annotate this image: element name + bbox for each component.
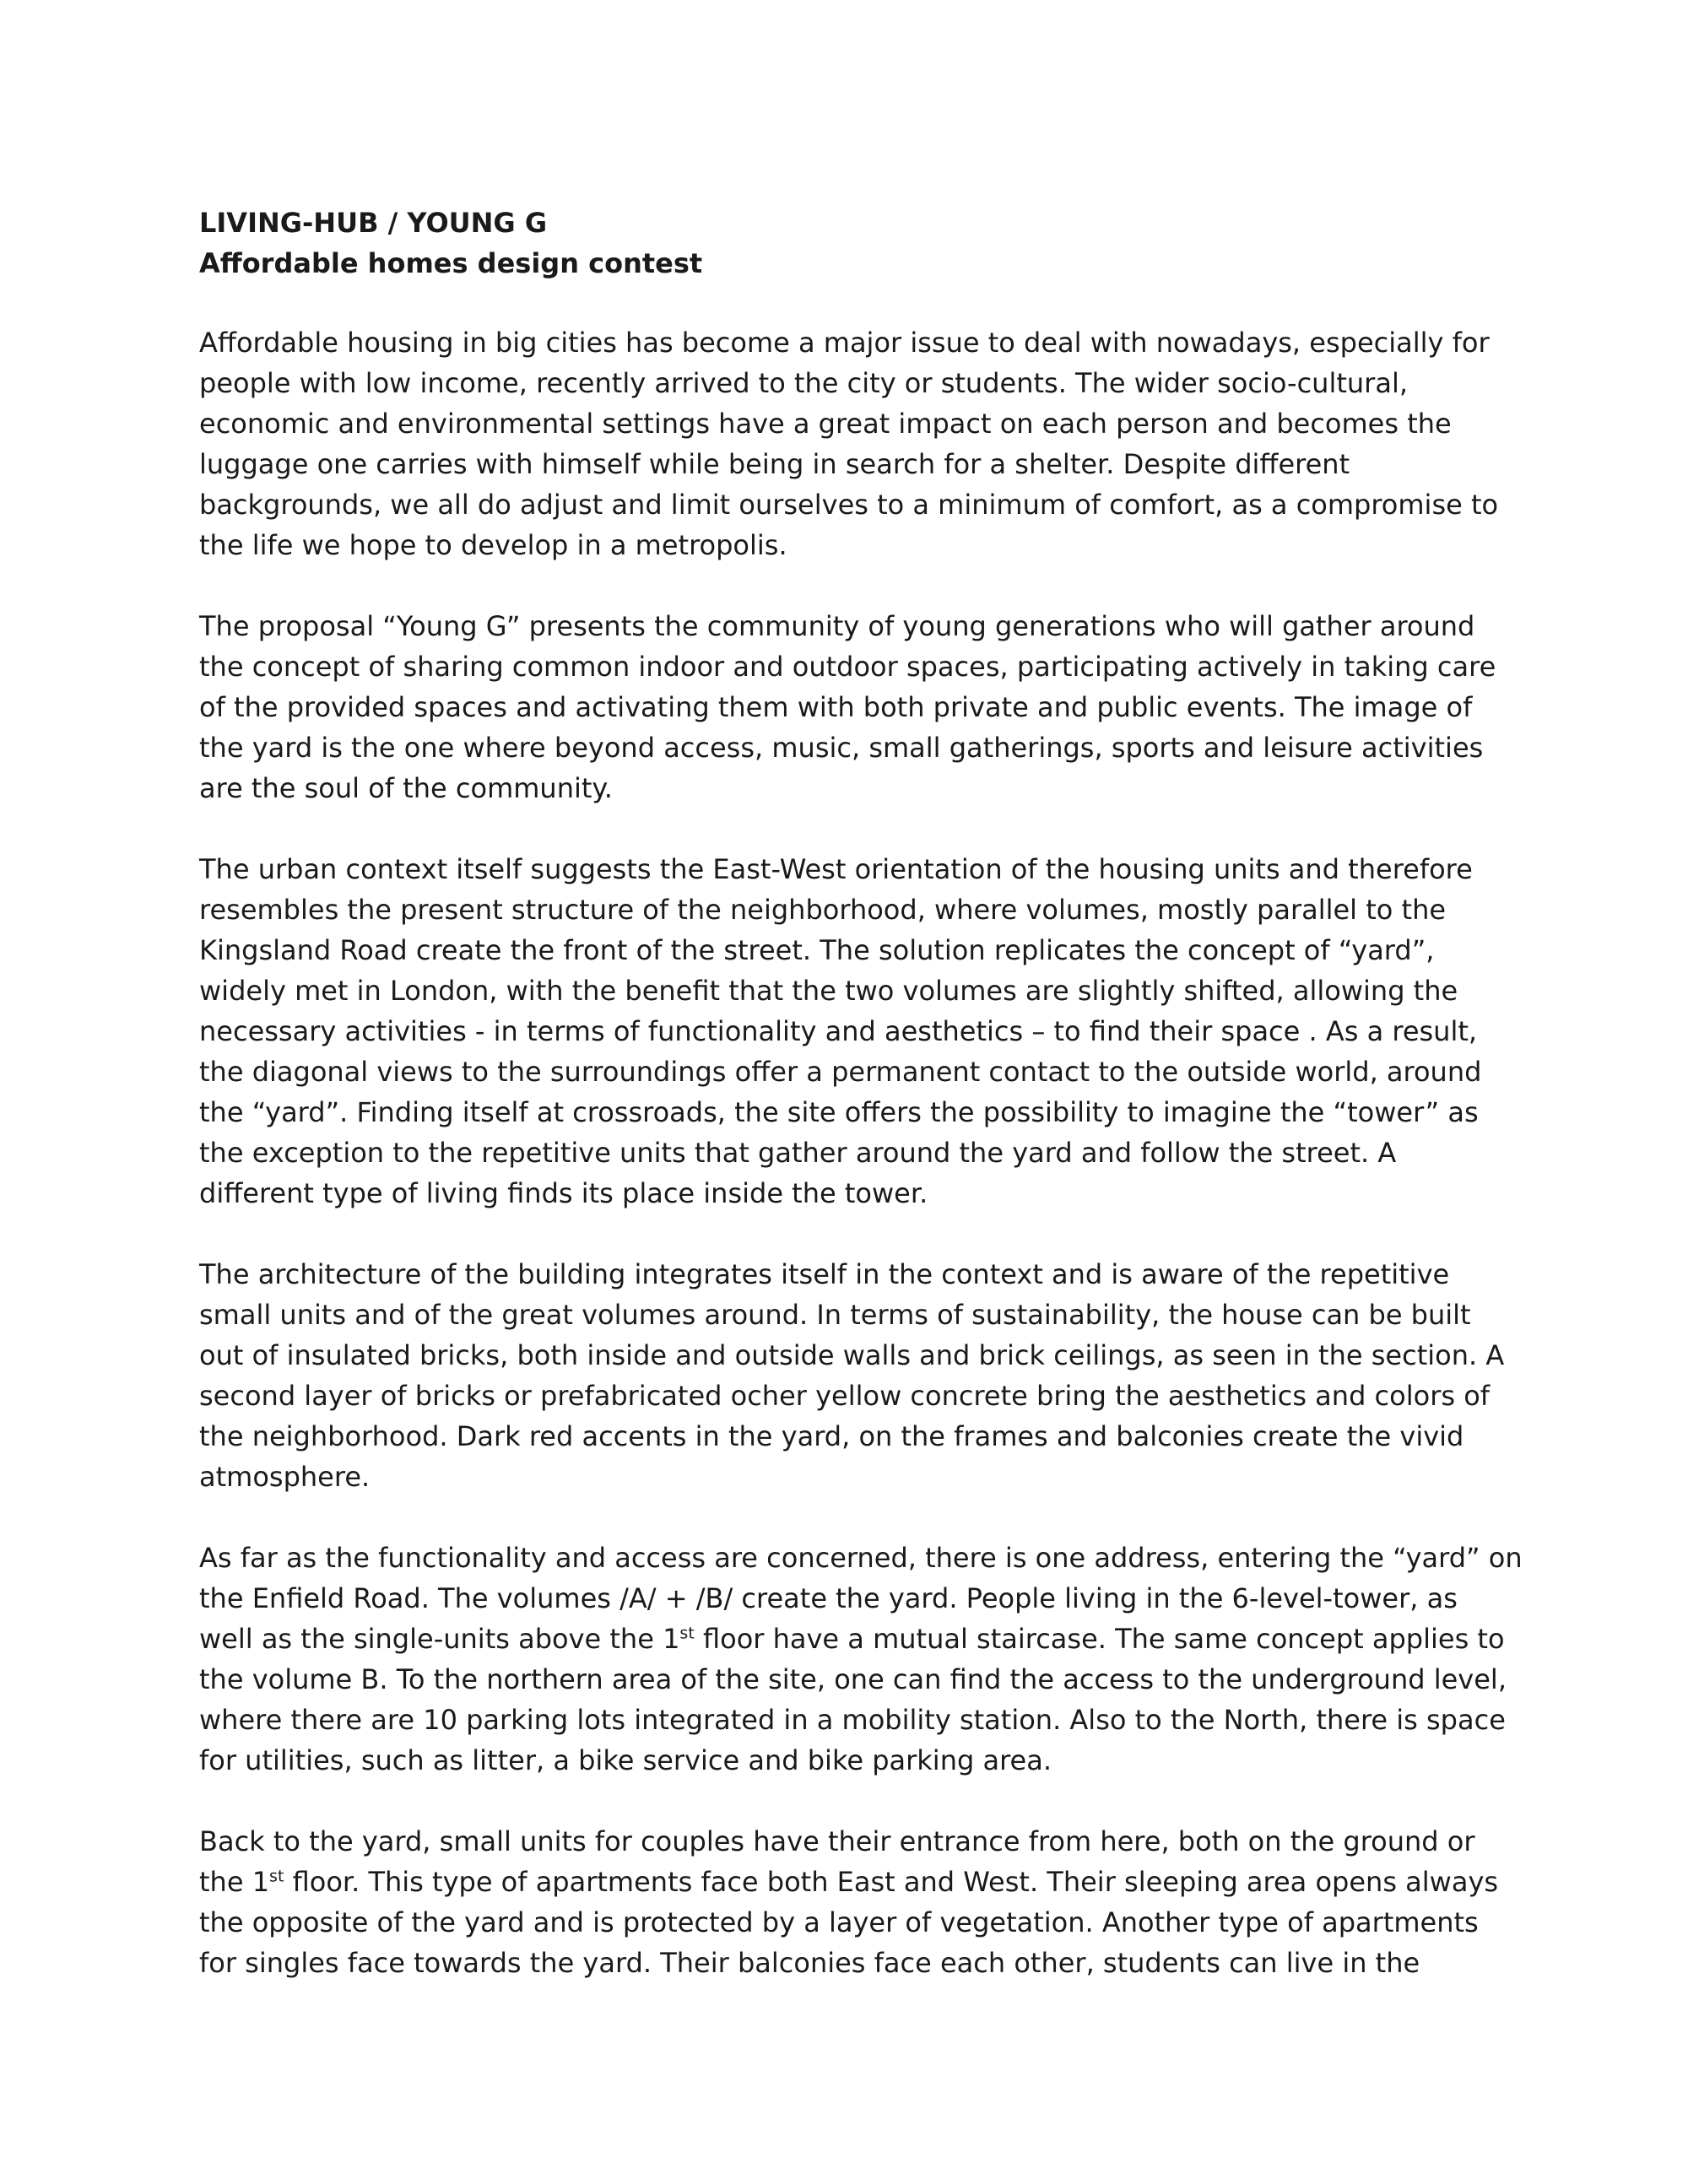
text-line: atmosphere. [199, 1461, 371, 1493]
text-segment: the 1 [199, 1866, 270, 1898]
text-line: the volume B. To the northern area of the site, one can find the access to the underground level, [199, 1663, 1507, 1695]
text-line: The proposal “Young G” presents the community of young generations who will gather around [199, 610, 1475, 642]
text-line: The urban context itself suggests the East-West orientation of the housing units and therefore [199, 853, 1473, 885]
text-segment: floor have a mutual staircase. The same concept applies to [694, 1623, 1505, 1655]
paragraph-2 [199, 606, 1499, 808]
text-line: are the soul of the community. [199, 772, 613, 804]
text-line: the Enfield Road. The volumes /A/ + /B/ create the yard. People living in the 6-level-tower, as [199, 1582, 1458, 1614]
ordinal-suffix: st [269, 1867, 284, 1886]
text-line: luggage one carries with himself while being in search for a shelter. Despite different [199, 448, 1350, 480]
ordinal-suffix: st [679, 1624, 695, 1643]
text-line [199, 1619, 1505, 1659]
text-line: Kingsland Road create the front of the street. The solution replicates the concept of “yard”, [199, 934, 1435, 966]
text-line: the life we hope to develop in a metropolis. [199, 529, 787, 561]
paragraph-3 [199, 849, 1499, 1214]
text-line: the concept of sharing common indoor and outdoor spaces, participating actively in taking care [199, 651, 1496, 683]
paragraph-6 [199, 1821, 1499, 1983]
text-line: necessary activities - in terms of functionality and aesthetics – to find their space . As a result, [199, 1015, 1478, 1047]
text-line: second layer of bricks or prefabricated ocher yellow concrete bring the aesthetics and colors of [199, 1380, 1491, 1412]
text-line: the opposite of the yard and is protected by a layer of vegetation. Another type of apartments [199, 1906, 1479, 1938]
text-line: resembles the present structure of the neighborhood, where volumes, mostly parallel to the [199, 894, 1447, 926]
text-line: small units and of the great volumes around. In terms of sustainability, the house can be built [199, 1299, 1471, 1331]
text-line: the yard is the one where beyond access, music, small gatherings, sports and leisure activities [199, 732, 1484, 764]
text-line: out of insulated bricks, both inside and outside walls and brick ceilings, as seen in the section. A [199, 1339, 1505, 1371]
paragraph-1 [199, 322, 1499, 565]
text-line: Affordable housing in big cities has become a major issue to deal with nowadays, especially for [199, 327, 1490, 359]
text-line: where there are 10 parking lots integrated in a mobility station. Also to the North, there is space [199, 1704, 1506, 1736]
text-line: backgrounds, we all do adjust and limit ourselves to a minimum of comfort, as a compromise to [199, 489, 1499, 521]
text-line: of the provided spaces and activating them with both private and public events. The image of [199, 691, 1473, 723]
paragraph-5 [199, 1538, 1523, 1781]
text-line: Back to the yard, small units for couples have their entrance from here, both on the ground or [199, 1825, 1475, 1857]
text-line: widely met in London, with the benefit that the two volumes are slightly shifted, allowing the [199, 975, 1458, 1007]
document-subtitle: Affordable homes design contest [199, 247, 703, 279]
text-line: As far as the functionality and access are concerned, there is one address, entering the “yard” on [199, 1542, 1523, 1574]
paragraph-4 [199, 1254, 1505, 1497]
text-line: the “yard”. Finding itself at crossroads, the site offers the possibility to imagine the “tower” as [199, 1096, 1479, 1128]
text-line: the neighborhood. Dark red accents in the yard, on the frames and balconies create the vivid [199, 1420, 1464, 1452]
text-segment: well as the single-units above the 1 [199, 1623, 680, 1655]
text-line: different type of living finds its place inside the tower. [199, 1177, 928, 1209]
text-line: the diagonal views to the surroundings offer a permanent contact to the outside world, around [199, 1056, 1482, 1088]
text-line: for singles face towards the yard. Their balconies face each other, students can live in the [199, 1947, 1420, 1979]
document-title: LIVING-HUB / YOUNG G [199, 207, 548, 239]
text-line: the exception to the repetitive units that gather around the yard and follow the street. A [199, 1137, 1397, 1169]
title-block [199, 203, 1499, 284]
text-line: people with low income, recently arrived to the city or students. The wider socio-cultural, [199, 367, 1408, 399]
text-line: for utilities, such as litter, a bike service and bike parking area. [199, 1744, 1052, 1776]
text-line [199, 1862, 1499, 1902]
text-line: The architecture of the building integrates itself in the context and is aware of the repetitive [199, 1258, 1450, 1290]
text-line: economic and environmental settings have a great impact on each person and becomes the [199, 408, 1452, 440]
document-page [199, 203, 1523, 2024]
text-segment: floor. This type of apartments face both East and West. Their sleeping area opens always [284, 1866, 1499, 1898]
